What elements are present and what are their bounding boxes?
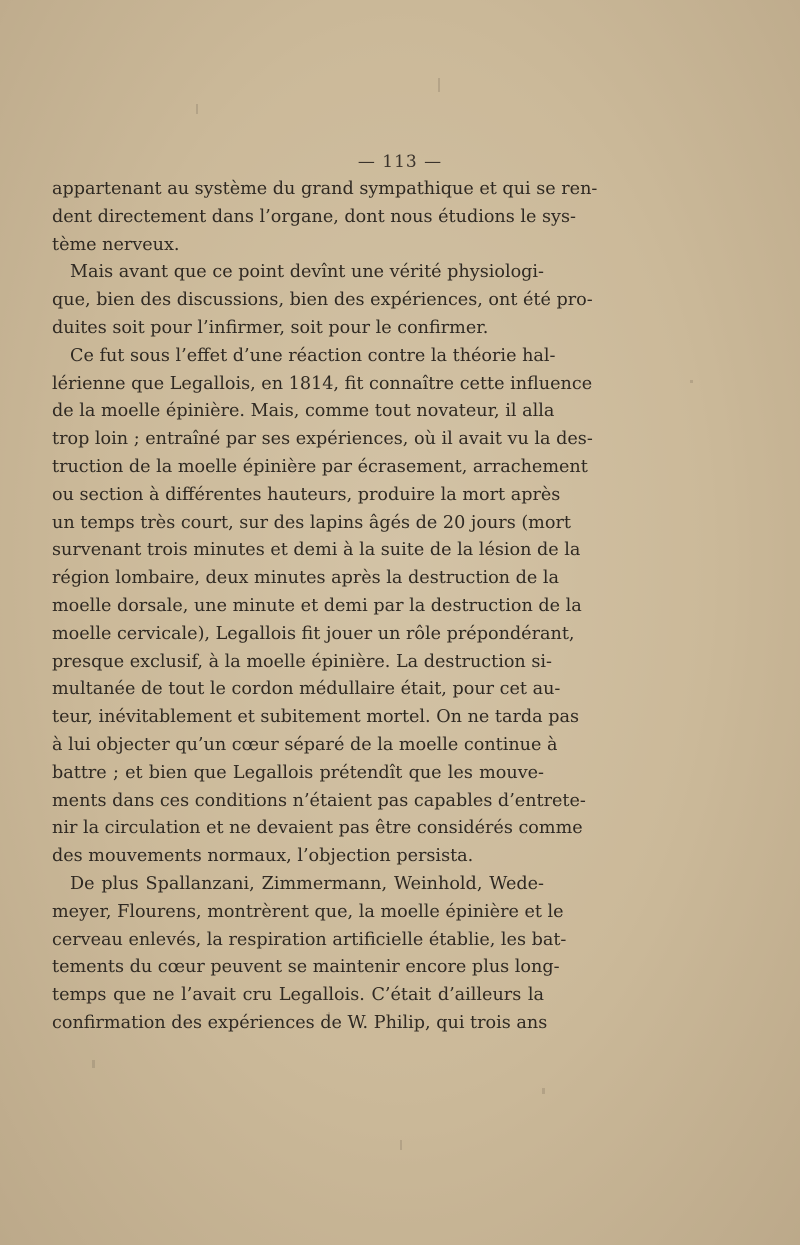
text-line: Mais avant que ce point devînt une vérité physiologi- <box>70 262 544 283</box>
text-line: duites soit pour l’infirmer, soit pour le confirmer. <box>52 317 489 338</box>
text-line: trop loin ; entraîné par ses expériences, où il avait vu la des- <box>52 429 593 450</box>
text-line: ou section à différentes hauteurs, produire la mort après <box>52 484 561 505</box>
page-number: — 113 — <box>357 152 443 172</box>
text-line: dent directement dans l’organe, dont nous étudions le sys- <box>52 206 576 227</box>
text-line: tements du cœur peuvent se maintenir encore plus long- <box>52 957 560 978</box>
text-line: des mouvements normaux, l’objection persista. <box>52 846 474 867</box>
text-line: lérienne que Legallois, en 1814, fit connaître cette influence <box>52 373 593 394</box>
text-line: de la moelle épinière. Mais, comme tout novateur, il alla <box>52 401 555 422</box>
body-text <box>52 176 598 1038</box>
text-line: battre ; et bien que Legallois prétendît que les mouve- <box>52 762 544 783</box>
text-line: survenant trois minutes et demi à la suite de la lésion de la <box>52 540 581 561</box>
text-line: presque exclusif, à la moelle épinière. La destruction si- <box>52 651 552 672</box>
text-line: nir la circulation et ne devaient pas être considérés comme <box>52 818 583 839</box>
text-line: teur, inévitablement et subitement mortel. On ne tarda pas <box>52 707 580 728</box>
text-line: confirmation des expériences de W. Philip, qui trois ans <box>52 1012 548 1033</box>
text-line: multanée de tout le cordon médullaire était, pour cet au- <box>52 679 561 700</box>
text-line: meyer, Flourens, montrèrent que, la moelle épinière et le <box>52 901 564 922</box>
text-line: tème nerveux. <box>52 234 180 255</box>
text-line: temps que ne l’avait cru Legallois. C’était d’ailleurs la <box>52 985 544 1006</box>
text-line: cerveau enlevés, la respiration artificielle établie, les bat- <box>52 929 567 950</box>
text-line: moelle dorsale, une minute et demi par la destruction de la <box>52 595 582 616</box>
text-line: un temps très court, sur des lapins âgés de 20 jours (mort <box>52 512 571 533</box>
text-line: à lui objecter qu’un cœur séparé de la moelle continue à <box>52 734 558 755</box>
text-line: De plus Spallanzani, Zimmermann, Weinhold, Wede- <box>70 873 544 894</box>
text-line: que, bien des discussions, bien des expériences, ont été pro- <box>52 290 593 311</box>
text-line: truction de la moelle épinière par écrasement, arrachement <box>52 456 588 477</box>
text-line: Ce fut sous l’effet d’une réaction contre la théorie hal- <box>70 345 556 366</box>
text-line: appartenant au système du grand sympathique et qui se ren- <box>52 179 598 199</box>
text-line: moelle cervicale), Legallois fit jouer un rôle prépondérant, <box>52 623 575 644</box>
text-line: région lombaire, deux minutes après la destruction de la <box>52 568 559 589</box>
text-line: ments dans ces conditions n’étaient pas capables d’entrete- <box>52 790 586 811</box>
